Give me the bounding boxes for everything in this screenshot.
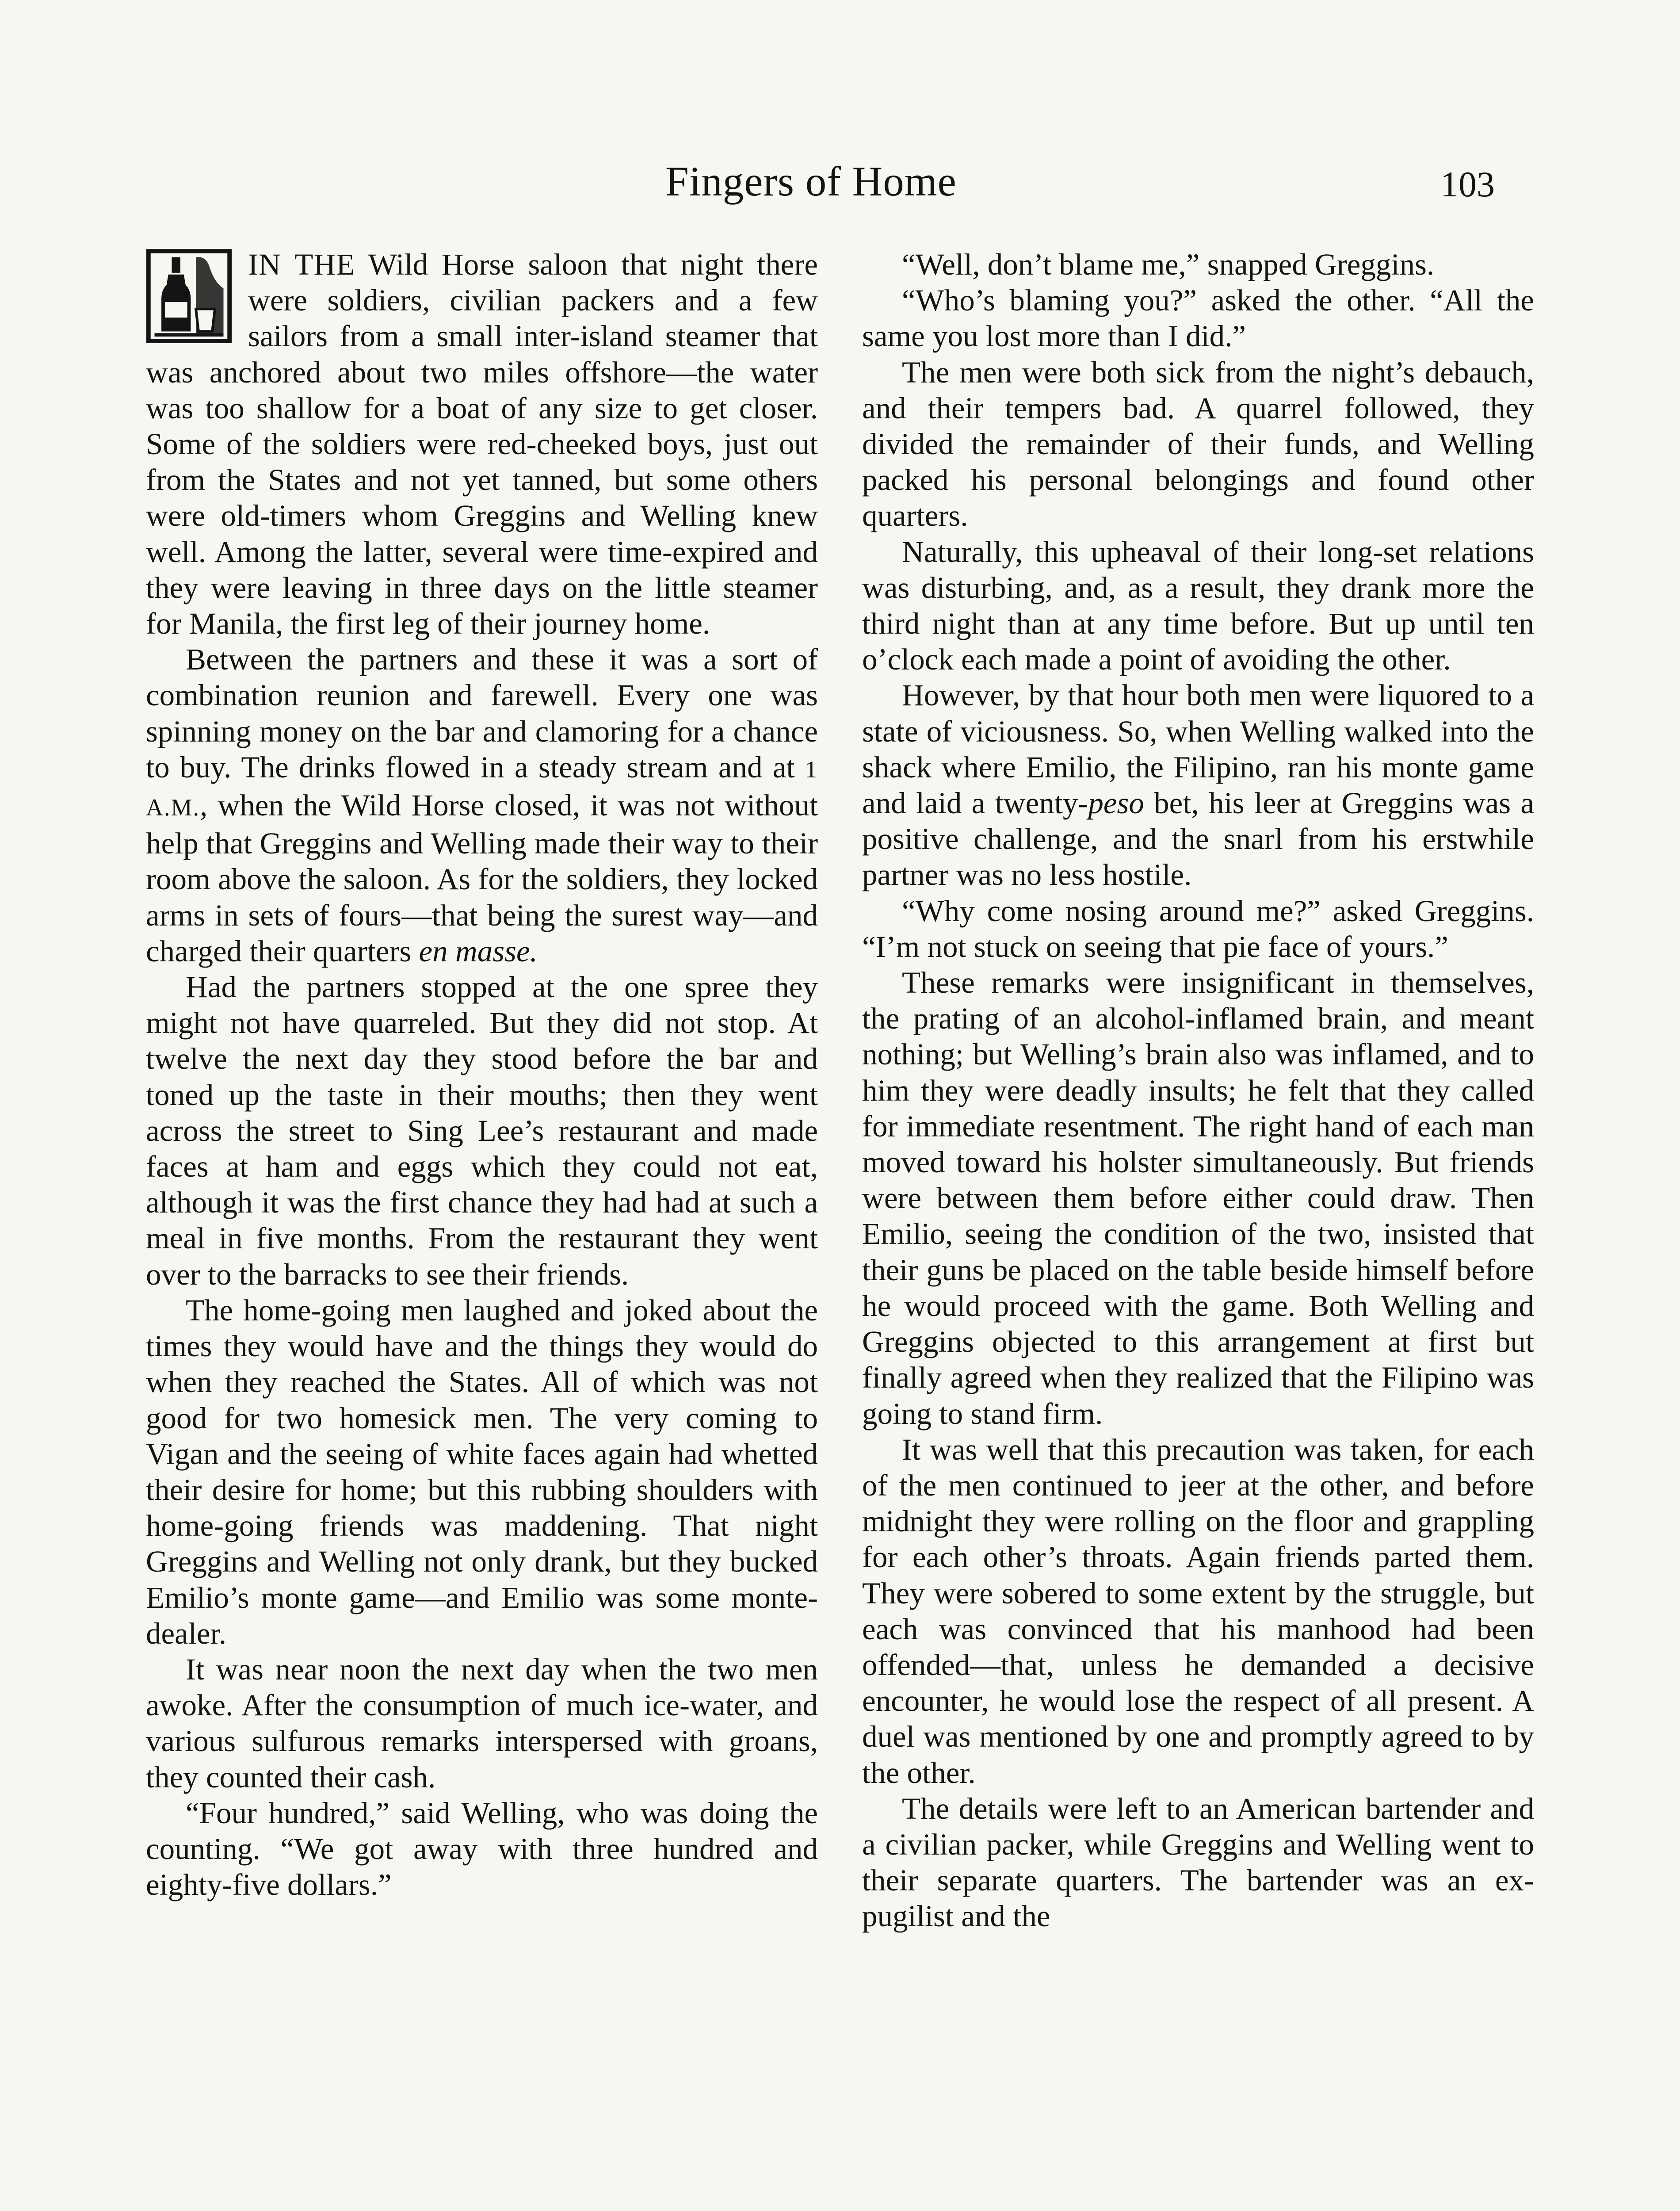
paragraph <box>146 247 818 642</box>
page-number: 103 <box>1440 164 1495 204</box>
time-small-caps: 1 A.M. <box>146 756 818 821</box>
italic-word: peso <box>1088 786 1144 820</box>
paragraph: “Why come nosing around me?” asked Greggins. “I’m not stuck on seeing that pie face of yours.” <box>862 894 1534 964</box>
paragraph <box>862 677 1534 893</box>
running-title: Fingers of Home <box>665 158 957 205</box>
paragraph: Naturally, this upheaval of their long-set relations was disturbing, and, as a result, they drank more the third night than at any time before. But up until ten o’clock each made a point of avoiding the other. <box>862 535 1534 677</box>
paragraph: The details were left to an American bartender and a civilian packer, while Greggins and Welling went to their separate quarters. The bartender was an ex-pugilist and the <box>862 1791 1534 1933</box>
paragraph-text: Between the partners and these it was a sort of combination reunion and farewell. Every one was spinning money on the bar and clamoring for a chance to buy. The drinks flowed in a steady stream and at <box>146 643 818 784</box>
paragraph: “Well, don’t blame me,” snapped Greggins. <box>902 248 1435 281</box>
paragraph: “Who’s blaming you?” asked the other. “All the same you lost more than I did.” <box>862 283 1534 353</box>
text-column-left <box>146 247 818 1903</box>
paragraph-text: bet, his leer at Greggins was a positive challenge, and the snarl from his erstwhile partner was no less hostile. <box>862 786 1534 892</box>
paragraph: “Four hundred,” said Welling, who was doing the counting. “We got away with three hundred and eighty-five dollars.” <box>146 1796 818 1902</box>
paragraph <box>146 642 818 969</box>
bottle-and-glass-illustration-icon <box>146 249 232 344</box>
paragraph: It was well that this precaution was taken, for each of the men continued to jeer at the other, and before midnight they were rolling on the floor and grappling for each other’s throats. Again friends parted them. They were sobered to some extent by the struggle, but each was convinced that his manhood had been offended—that, unless he demanded a decisive encounter, he would lose the respect of all present. A duel was mentioned by one and promptly agreed to by the other. <box>862 1432 1534 1790</box>
paragraph: The home-going men laughed and joked about the times they would have and the things they would do when they reached the States. All of which was not good for two homesick men. The very coming to Vigan and the seeing of white faces again had whetted their desire for home; but this rubbing shoulders with home-going friends was maddening. That night Greggins and Welling not only drank, but they bucked Emilio’s monte game—and Emilio was some monte-dealer. <box>146 1293 818 1650</box>
lead-in-caps: IN THE <box>248 248 355 281</box>
paragraph: It was near noon the next day when the two men awoke. After the consumption of much ice-water, and various sulfurous remarks interspersed with groans, they counted their cash. <box>146 1652 818 1794</box>
paragraph-text: , when the Wild Horse closed, it was not without help that Greggins and Welling made their way to their room above the saloon. As for the soldiers, they locked arms in sets of fours—that being the surest way—and charged their quarters <box>146 788 818 968</box>
text-column-right <box>862 247 1534 1935</box>
paragraph-text: However, by that hour both men were liquored to a state of viciousness. So, when Welling walked into the shack where Emilio, the Filipino, ran his monte game and laid a twenty- <box>862 678 1534 820</box>
paragraph: The men were both sick from the night’s debauch, and their tempers bad. A quarrel followed, they divided the remainder of their funds, and Welling packed his personal belongings and found other quarters. <box>862 355 1534 533</box>
paragraph: Had the partners stopped at the one spree they might not have quarreled. But they did not stop. At twelve the next day they stood before the bar and toned up the taste in their mouths; then they went across the street to Sing Lee’s restaurant and made faces at ham and eggs which they could not eat, although it was the first chance they had had at such a meal in five months. From the restaurant they went over to the barracks to see their friends. <box>146 970 818 1291</box>
italic-phrase: en masse. <box>419 934 538 968</box>
paragraph-text: Wild Horse saloon that night there were soldiers, civilian packers and a few sailors from a small inter-island steamer that was anchored about two miles offshore—the water was too shallow for a boat of any size to get closer. Some of the soldiers were red-cheeked boys, just out from the States and not yet tanned, but some others were old-timers whom Greggins and Welling knew well. Among the latter, several were time-expired and they were leaving in three days on the little steamer for Manila, the first leg of their journey home. <box>146 248 818 641</box>
paragraph: These remarks were insignificant in themselves, the prating of an alcohol-inflamed brain, and meant nothing; but Welling’s brain also was inflamed, and to him they were deadly insults; he felt that they called for immediate resentment. The right hand of each man moved toward his holster simultaneously. But friends were between them before either could draw. Then Emilio, seeing the condition of the two, insisted that their guns be placed on the table beside himself before he would proceed with the game. Both Welling and Greggins objected to this arrangement at first but finally agreed when they realized that the Filipino was going to stand firm. <box>862 966 1534 1431</box>
